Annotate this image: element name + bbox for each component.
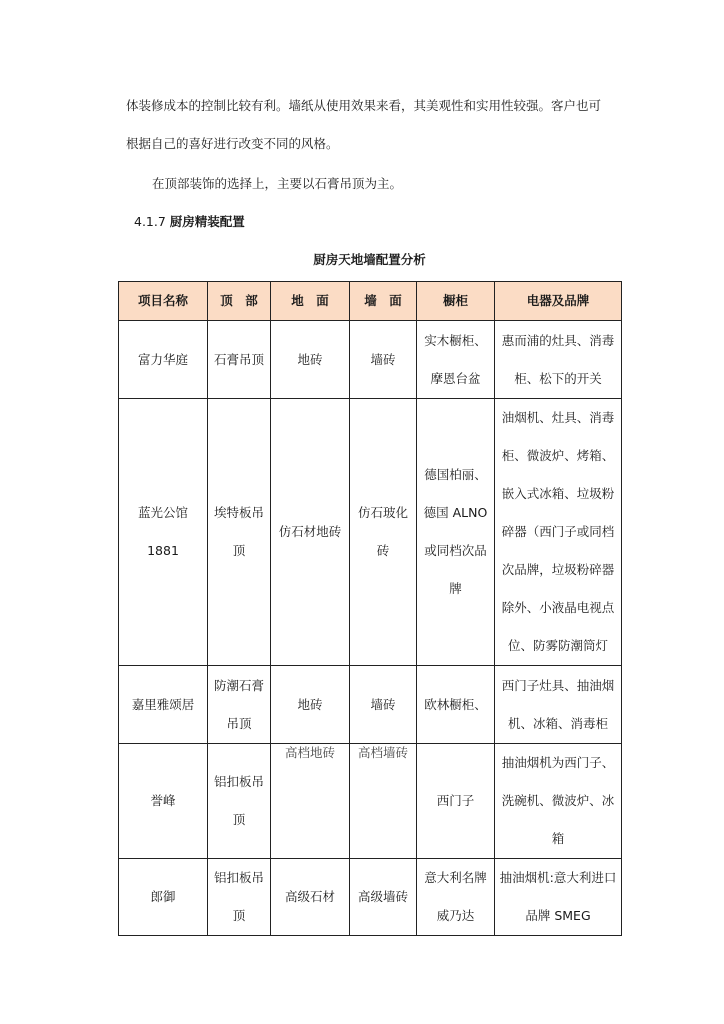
column-header: 电器及品牌 [495, 282, 622, 321]
table-cell: 铝扣板吊顶 [208, 859, 271, 936]
body-paragraph: 在顶部装饰的选择上，主要以石膏吊顶为主。 [152, 176, 403, 191]
table-cell: 铝扣板吊顶 [208, 744, 271, 859]
section-heading [134, 212, 245, 232]
table-cell: 石膏吊顶 [208, 321, 271, 399]
table-header-row [119, 282, 622, 321]
table-row [119, 859, 622, 936]
table-cell: 实木橱柜、摩恩台盆 [417, 321, 495, 399]
table-cell: 墙砖 [350, 321, 417, 399]
table-cell: 高级石材 [271, 859, 350, 936]
table-cell: 欧林橱柜、 [417, 666, 495, 744]
table-cell: 墙砖 [350, 666, 417, 744]
table-row [119, 744, 622, 859]
table-cell: 意大利名牌威乃达 [417, 859, 495, 936]
table-cell: 防潮石膏吊顶 [208, 666, 271, 744]
table-cell: 抽油烟机为西门子、洗碗机、微波炉、冰箱 [495, 744, 622, 859]
table-row [119, 321, 622, 399]
table-cell: 西门子 [417, 744, 495, 859]
table-cell: 誉峰 [119, 744, 208, 859]
table-cell: 高级墙砖 [350, 859, 417, 936]
column-header: 橱柜 [417, 282, 495, 321]
section-title: 厨房精装配置 [169, 214, 245, 229]
table-cell: 德国柏丽、德国 ALNO 或同档次品牌 [417, 399, 495, 666]
table-cell: 高档地砖 [271, 744, 350, 859]
column-header: 顶 部 [208, 282, 271, 321]
table-cell: 蓝光公馆 1881 [119, 399, 208, 666]
column-header: 项目名称 [119, 282, 208, 321]
body-paragraph: 根据自己的喜好进行改变不同的风格。 [126, 136, 339, 151]
body-paragraph: 体装修成本的控制比较有利。墙纸从使用效果来看，其美观性和实用性较强。客户也可 [126, 98, 602, 113]
table-cell: 富力华庭 [119, 321, 208, 399]
table-cell: 地砖 [271, 321, 350, 399]
table-cell: 嘉里雅颂居 [119, 666, 208, 744]
table-cell: 抽油烟机:意大利进口品牌 SMEG [495, 859, 622, 936]
table-cell: 油烟机、灶具、消毒柜、微波炉、烤箱、嵌入式冰箱、垃圾粉碎器（西门子或同档次品牌，垃圾粉碎器除外、小液晶电视点位、防雾防潮筒灯 [495, 399, 622, 666]
table-cell: 埃特板吊顶 [208, 399, 271, 666]
table-cell: 地砖 [271, 666, 350, 744]
table-cell: 仿石玻化砖 [350, 399, 417, 666]
column-header: 地 面 [271, 282, 350, 321]
table-cell: 西门子灶具、抽油烟机、冰箱、消毒柜 [495, 666, 622, 744]
table-caption: 厨房天地墙配置分析 [313, 252, 426, 267]
table-cell: 郎御 [119, 859, 208, 936]
table-cell: 仿石材地砖 [271, 399, 350, 666]
kitchen-config-table [118, 281, 622, 936]
table-row [119, 399, 622, 666]
table-cell: 惠而浦的灶具、消毒柜、松下的开关 [495, 321, 622, 399]
table-row [119, 666, 622, 744]
section-number: 4.1.7 [134, 214, 166, 229]
column-header: 墙 面 [350, 282, 417, 321]
table-cell: 高档墙砖 [350, 744, 417, 859]
